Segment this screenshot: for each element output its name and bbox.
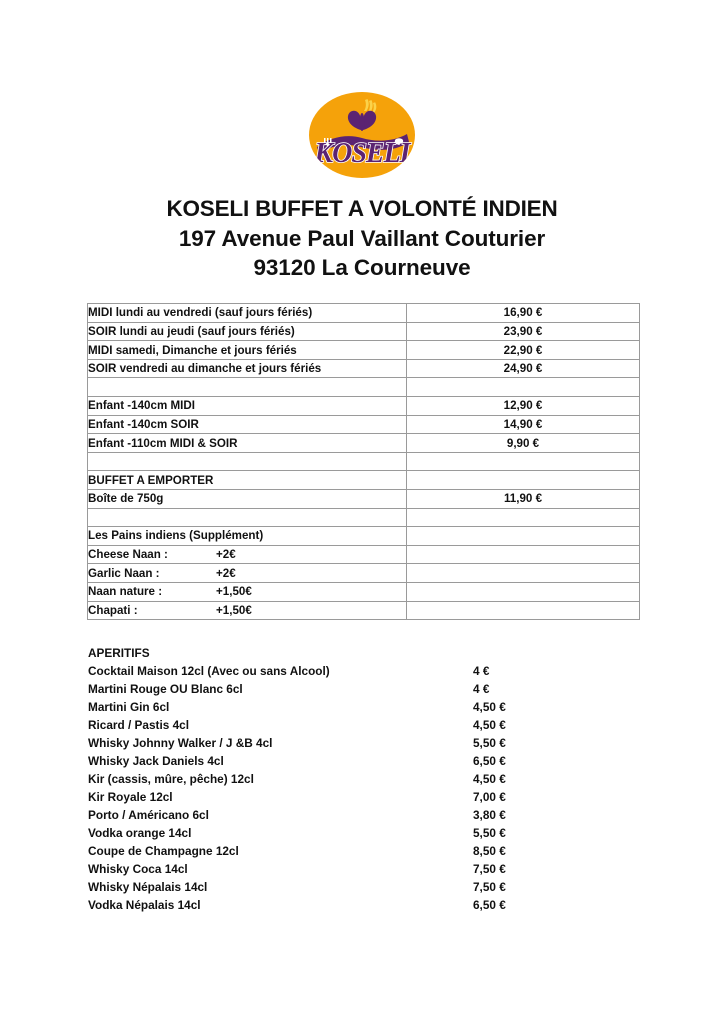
- buffet-price-table: [87, 303, 640, 620]
- aperitifs-list: [88, 662, 724, 914]
- item-price-cell: 9,90 €: [407, 434, 640, 453]
- item-price-cell: [407, 471, 640, 490]
- spacer-cell: [88, 452, 407, 471]
- aperitif-name: Vodka orange 14cl: [88, 826, 192, 841]
- item-price-cell: [407, 564, 640, 583]
- table-row: [88, 582, 640, 601]
- item-label-cell: Les Pains indiens (Supplément): [88, 527, 407, 546]
- aperitif-name: Ricard / Pastis 4cl: [88, 718, 189, 733]
- table-row: [88, 508, 640, 527]
- supplement-price: +1,50€: [216, 603, 252, 617]
- table-row: [88, 415, 640, 434]
- item-price-cell: 11,90 €: [407, 490, 640, 509]
- spacer-cell: [88, 378, 407, 397]
- aperitif-price: 4,50 €: [473, 700, 506, 715]
- aperitif-name: Whisky Jack Daniels 4cl: [88, 754, 224, 769]
- aperitif-price: 4,50 €: [473, 772, 506, 787]
- aperitif-name: Martini Gin 6cl: [88, 700, 170, 715]
- item-label-cell: SOIR vendredi au dimanche et jours fériés: [88, 359, 407, 378]
- table-row: [88, 601, 640, 620]
- aperitif-price: 6,50 €: [473, 754, 506, 769]
- aperitifs-heading: APERITIFS: [88, 646, 150, 661]
- supplement-name: Chapati :: [88, 603, 138, 617]
- aperitif-name: Martini Rouge OU Blanc 6cl: [88, 682, 243, 697]
- aperitif-name: Kir Royale 12cl: [88, 790, 173, 805]
- supplement-name: Cheese Naan :: [88, 548, 168, 562]
- item-price-cell: [407, 527, 640, 546]
- supplement-price: +2€: [216, 548, 236, 562]
- price-table-section: [0, 303, 724, 620]
- item-price-cell: 16,90 €: [407, 304, 640, 323]
- supplement-name: Naan nature :: [88, 585, 163, 599]
- list-item: [88, 752, 724, 770]
- aperitifs-section: [0, 646, 724, 914]
- table-row: [88, 359, 640, 378]
- restaurant-street: 197 Avenue Paul Vaillant Couturier: [178, 225, 546, 251]
- aperitif-name: Coupe de Champagne 12cl: [88, 844, 239, 859]
- koseli-logo-graphic: [309, 92, 415, 178]
- aperitif-price: 4,50 €: [473, 718, 506, 733]
- table-row: [88, 527, 640, 546]
- supplement-price: +1,50€: [216, 585, 252, 599]
- restaurant-name: KOSELI BUFFET A VOLONTÉ INDIEN: [166, 196, 558, 221]
- item-price-cell: 23,90 €: [407, 322, 640, 341]
- item-label-cell: [88, 582, 407, 601]
- aperitif-price: 7,50 €: [473, 862, 506, 877]
- table-row: [88, 378, 640, 397]
- spacer-cell: [407, 452, 640, 471]
- table-row: [88, 490, 640, 509]
- item-label-cell: MIDI lundi au vendredi (sauf jours fériés): [88, 304, 407, 323]
- item-label-cell: [88, 601, 407, 620]
- list-item: [88, 842, 724, 860]
- logo-block: [0, 0, 724, 178]
- aperitif-price: 5,50 €: [473, 826, 506, 841]
- aperitif-name: Whisky Johnny Walker / J &B 4cl: [88, 736, 273, 751]
- item-price-cell: 22,90 €: [407, 341, 640, 360]
- list-item: [88, 770, 724, 788]
- spacer-cell: [407, 378, 640, 397]
- supplement-price: +2€: [216, 566, 236, 580]
- aperitif-price: 4 €: [473, 664, 490, 679]
- item-label-cell: Enfant -140cm SOIR: [88, 415, 407, 434]
- table-row: [88, 397, 640, 416]
- item-price-cell: [407, 545, 640, 564]
- list-item: [88, 698, 724, 716]
- table-row: [88, 341, 640, 360]
- table-row: [88, 545, 640, 564]
- list-item: [88, 716, 724, 734]
- list-item: [88, 680, 724, 698]
- table-row: [88, 434, 640, 453]
- item-price-cell: 14,90 €: [407, 415, 640, 434]
- item-label-cell: [88, 564, 407, 583]
- table-row: [88, 322, 640, 341]
- table-row: [88, 471, 640, 490]
- list-item: [88, 806, 724, 824]
- aperitif-price: 3,80 €: [473, 808, 506, 823]
- item-label-cell: Enfant -140cm MIDI: [88, 397, 407, 416]
- svg-text:KOSELI: KOSELI: [314, 138, 410, 169]
- item-label-cell: [88, 545, 407, 564]
- item-label-cell: MIDI samedi, Dimanche et jours fériés: [88, 341, 407, 360]
- item-label-cell: Boîte de 750g: [88, 490, 407, 509]
- supplement-name: Garlic Naan :: [88, 566, 160, 580]
- table-row: [88, 452, 640, 471]
- aperitif-name: Kir (cassis, mûre, pêche) 12cl: [88, 772, 254, 787]
- item-label-cell: BUFFET A EMPORTER: [88, 471, 407, 490]
- list-item: [88, 734, 724, 752]
- list-item: [88, 788, 724, 806]
- item-label-cell: Enfant -110cm MIDI & SOIR: [88, 434, 407, 453]
- item-price-cell: 24,90 €: [407, 359, 640, 378]
- aperitif-name: Whisky Coca 14cl: [88, 862, 188, 877]
- spacer-cell: [407, 508, 640, 527]
- aperitif-name: Porto / Américano 6cl: [88, 808, 209, 823]
- item-price-cell: [407, 601, 640, 620]
- aperitif-name: Vodka Népalais 14cl: [88, 898, 201, 913]
- list-item: [88, 824, 724, 842]
- aperitif-price: 6,50 €: [473, 898, 506, 913]
- table-row: [88, 564, 640, 583]
- spacer-cell: [88, 508, 407, 527]
- aperitif-name: Cocktail Maison 12cl (Avec ou sans Alcool): [88, 664, 330, 679]
- aperitif-price: 7,50 €: [473, 880, 506, 895]
- item-price-cell: [407, 582, 640, 601]
- list-item: [88, 896, 724, 914]
- aperitif-price: 5,50 €: [473, 736, 506, 751]
- table-row: [88, 304, 640, 323]
- aperitif-name: Whisky Népalais 14cl: [88, 880, 208, 895]
- list-item: [88, 878, 724, 896]
- restaurant-city: 93120 La Courneuve: [253, 255, 471, 281]
- aperitif-price: 4 €: [473, 682, 490, 697]
- aperitif-price: 8,50 €: [473, 844, 506, 859]
- page-title: [0, 194, 724, 283]
- list-item: [88, 662, 724, 680]
- item-price-cell: 12,90 €: [407, 397, 640, 416]
- item-label-cell: SOIR lundi au jeudi (sauf jours fériés): [88, 322, 407, 341]
- koseli-logo: [309, 92, 415, 178]
- list-item: [88, 860, 724, 878]
- aperitif-price: 7,00 €: [473, 790, 506, 805]
